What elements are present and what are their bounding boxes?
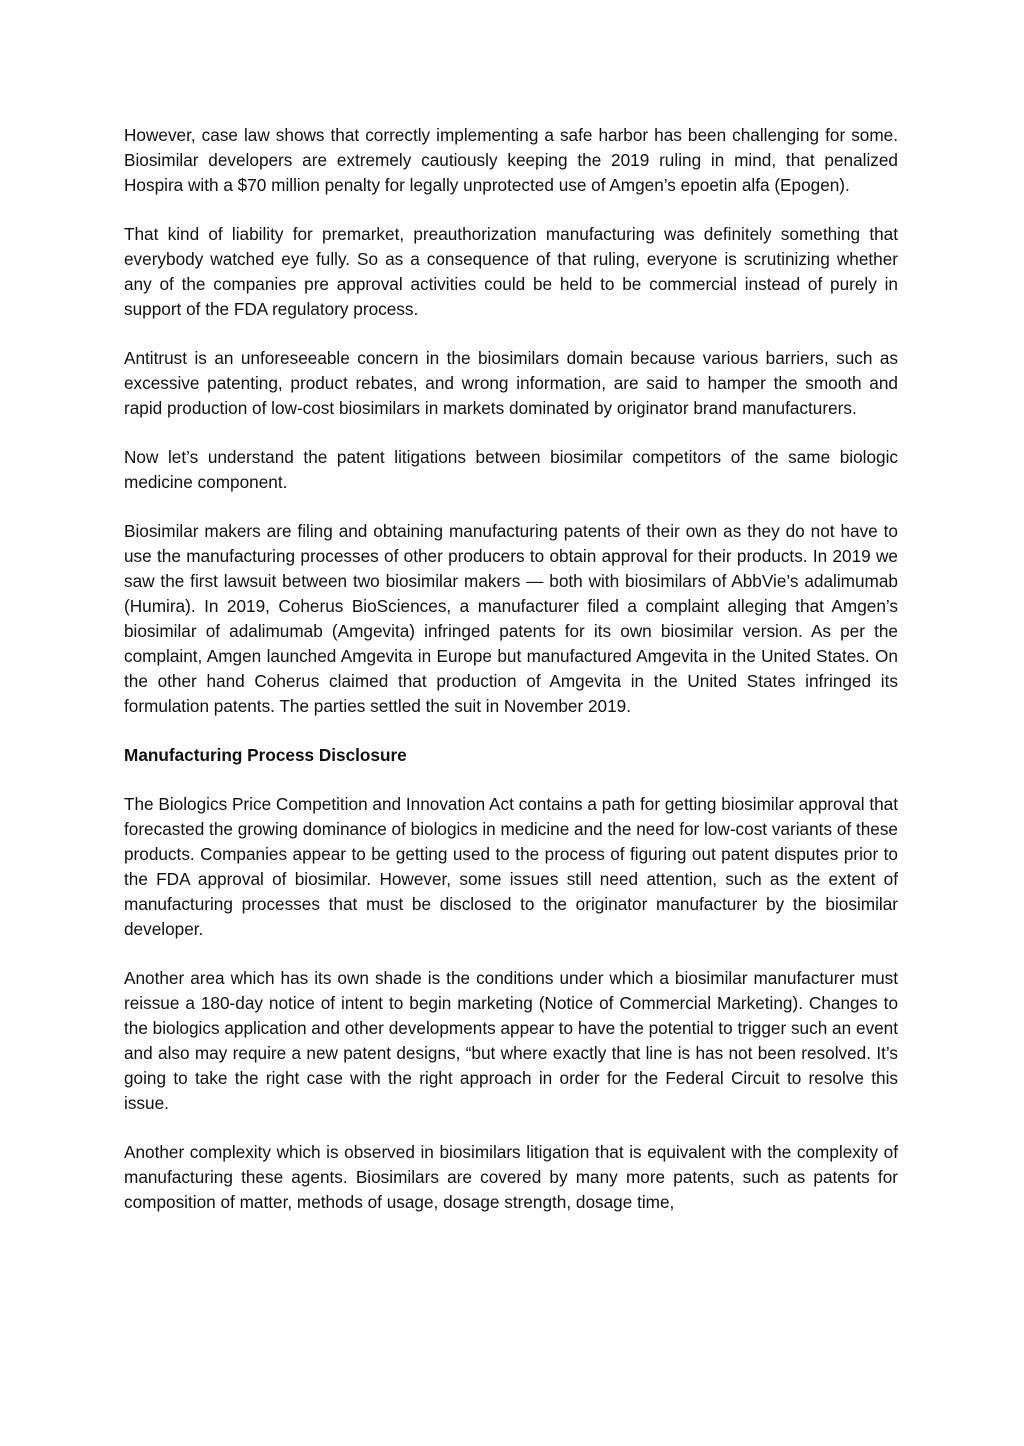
paragraph-liability: That kind of liability for premarket, preauthorization manufacturing was definitely something that everybody watched eye fully. So as a consequence of that ruling, everyone is scrutinizing whether any of the companies pre approval activities could be held to be commercial instead of purely in support of the FDA regulatory process. [124,224,898,319]
paragraph-patent-litigations: Now let’s understand the patent litigations between biosimilar competitors of the same biologic medicine component. [124,447,898,492]
paragraph-antitrust: Antitrust is an unforeseeable concern in the biosimilars domain because various barriers, such as excessive patenting, product rebates, and wrong information, are said to hamper the smooth and rapid production of low-cost biosimilars in markets dominated by originator brand manufacturers. [124,348,898,418]
paragraph-notice-commercial-marketing: Another area which has its own shade is the conditions under which a biosimilar manufacturer must reissue a 180-day notice of intent to begin marketing (Notice of Commercial Marketing). Changes to the biologics application and other developments appear to have the potential to trigger such an event and also may require a new patent designs, “but where exactly that line is has not been resolved. It’s going to take the right case with the right approach in order for the Federal Circuit to resolve this issue. [124,968,898,1113]
document-page [124,123,898,1239]
paragraph-bpcia: The Biologics Price Competition and Innovation Act contains a path for getting biosimilar approval that forecasted the growing dominance of biologics in medicine and the need for low-cost variants of these products. Companies appear to be getting used to the process of figuring out patent disputes prior to the FDA approval of biosimilar. However, some issues still need attention, such as the extent of manufacturing processes that must be disclosed to the originator manufacturer by the biosimilar developer. [124,794,898,939]
section-heading: Manufacturing Process Disclosure [124,745,407,765]
paragraph-safe-harbor: However, case law shows that correctly implementing a safe harbor has been challenging for some. Biosimilar developers are extremely cautiously keeping the 2019 ruling in mind, that penalized Hospira with a $70 million penalty for legally unprotected use of Amgen’s epoetin alfa (Epogen). [124,125,898,195]
paragraph-biosimilar-makers: Biosimilar makers are filing and obtaining manufacturing patents of their own as they do not have to use the manufacturing processes of other producers to obtain approval for their products. In 2019 we saw the first lawsuit between two biosimilar makers — both with biosimilars of AbbVie’s adalimumab (Humira). In 2019, Coherus BioSciences, a manufacturer filed a complaint alleging that Amgen’s biosimilar of adalimumab (Amgevita) infringed patents for its own biosimilar version. As per the complaint, Amgen launched Amgevita in Europe but manufactured Amgevita in the United States. On the other hand Coherus claimed that production of Amgevita in the United States infringed its formulation patents. The parties settled the suit in November 2019. [124,521,898,716]
paragraph-complexity: Another complexity which is observed in biosimilars litigation that is equivalent with the complexity of manufacturing these agents. Biosimilars are covered by many more patents, such as patents for composition of matter, methods of usage, dosage strength, dosage time, [124,1142,898,1212]
